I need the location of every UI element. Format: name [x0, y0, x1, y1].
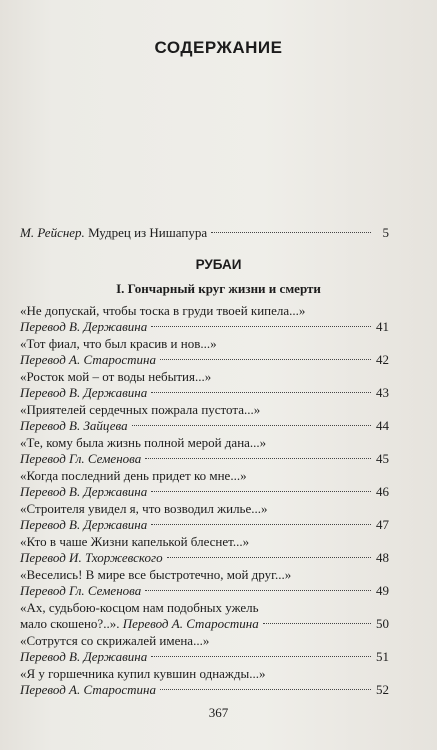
entry-title: Мудрец из Нишапура — [88, 225, 208, 240]
toc-entry[interactable] — [20, 385, 389, 401]
page-ref: 51 — [376, 649, 389, 664]
toc-entry[interactable] — [20, 682, 389, 698]
toc-entry[interactable] — [20, 484, 389, 500]
translator: Перевод И. Тхоржевского — [20, 550, 163, 565]
page-number: 367 — [208, 705, 229, 720]
page-ref: 43 — [376, 385, 389, 400]
dot-leader — [151, 656, 371, 657]
page-ref: 41 — [376, 319, 389, 334]
entry-first-line[interactable]: «Росток мой – от воды небытия...» — [20, 369, 212, 384]
entry-first-line[interactable]: «Сотрутся со скрижалей имена...» — [20, 633, 210, 648]
dot-leader — [167, 557, 371, 558]
entry-first-line[interactable]: «Те, кому была жизнь полной мерой дана...» — [20, 435, 267, 450]
section-title: РУБАИ — [195, 257, 242, 272]
toc-entry-intro[interactable] — [20, 225, 389, 241]
entry-first-line[interactable]: «Не допускай, чтобы тоска в груди твоей кипела...» — [20, 303, 306, 318]
dot-leader — [151, 392, 371, 393]
toc-entry[interactable] — [20, 451, 389, 467]
dot-leader — [151, 326, 371, 327]
toc-entry[interactable] — [20, 616, 389, 632]
dot-leader — [145, 590, 371, 591]
dot-leader — [151, 491, 371, 492]
translator: Перевод А. Старостина — [20, 352, 157, 367]
toc-entry[interactable] — [20, 649, 389, 665]
page-ref: 45 — [376, 451, 389, 466]
page-ref: 42 — [376, 352, 389, 367]
dot-leader — [132, 425, 371, 426]
entry-continuation-line: мало скошено?..». — [20, 616, 120, 631]
author-name: М. Рейснер. — [20, 225, 85, 240]
toc-entry[interactable] — [20, 319, 389, 335]
toc-entry[interactable] — [20, 418, 389, 434]
translator: Перевод В. Державина — [20, 649, 148, 664]
toc-entry[interactable] — [20, 550, 389, 566]
translator: Перевод В. Державина — [20, 517, 148, 532]
translator: Перевод Гл. Семенова — [20, 451, 142, 466]
translator: Перевод А. Старостина — [20, 682, 157, 697]
dot-leader — [151, 524, 371, 525]
translator: Перевод А. Старостина — [122, 616, 259, 631]
translator: Перевод В. Державина — [20, 319, 148, 334]
entry-first-line[interactable]: «Тот фиал, что был красив и нов...» — [20, 336, 217, 351]
dot-leader — [263, 623, 371, 624]
toc-entry[interactable] — [20, 517, 389, 533]
toc-entry[interactable] — [20, 583, 389, 599]
dot-leader — [160, 359, 371, 360]
page-ref: 50 — [376, 616, 389, 631]
dot-leader — [145, 458, 371, 459]
translator: Перевод В. Зайцева — [20, 418, 128, 433]
page-ref: 52 — [376, 682, 389, 697]
page-heading: СОДЕРЖАНИЕ — [154, 38, 283, 57]
page-ref: 46 — [376, 484, 389, 499]
toc-entry[interactable] — [20, 352, 389, 368]
page-ref: 47 — [376, 517, 389, 532]
page-ref: 44 — [376, 418, 389, 433]
translator: Перевод Гл. Семенова — [20, 583, 142, 598]
entry-first-line[interactable]: «Я у горшечника купил кувшин однажды...» — [20, 666, 266, 681]
page-ref: 48 — [376, 550, 389, 565]
entry-first-line[interactable]: «Строителя увидел я, что возводил жилье...» — [20, 501, 268, 516]
page-ref: 49 — [376, 583, 389, 598]
page-ref: 5 — [382, 225, 389, 240]
entry-first-line[interactable]: «Кто в чаше Жизни капелькой блеснет...» — [20, 534, 250, 549]
subsection-title: I. Гончарный круг жизни и смерти — [116, 281, 321, 296]
entry-first-line[interactable]: «Ах, судьбою-косцом нам подобных ужель — [20, 600, 259, 615]
entry-first-line[interactable]: «Веселись! В мире все быстротечно, мой друг...» — [20, 567, 292, 582]
entry-first-line[interactable]: «Когда последний день придет ко мне...» — [20, 468, 247, 483]
translator: Перевод В. Державина — [20, 385, 148, 400]
entry-first-line[interactable]: «Приятелей сердечных пожрала пустота...» — [20, 402, 261, 417]
toc-entry-label — [20, 616, 259, 632]
toc-entry-label — [20, 225, 207, 241]
dot-leader — [211, 232, 371, 233]
translator: Перевод В. Державина — [20, 484, 148, 499]
dot-leader — [160, 689, 371, 690]
